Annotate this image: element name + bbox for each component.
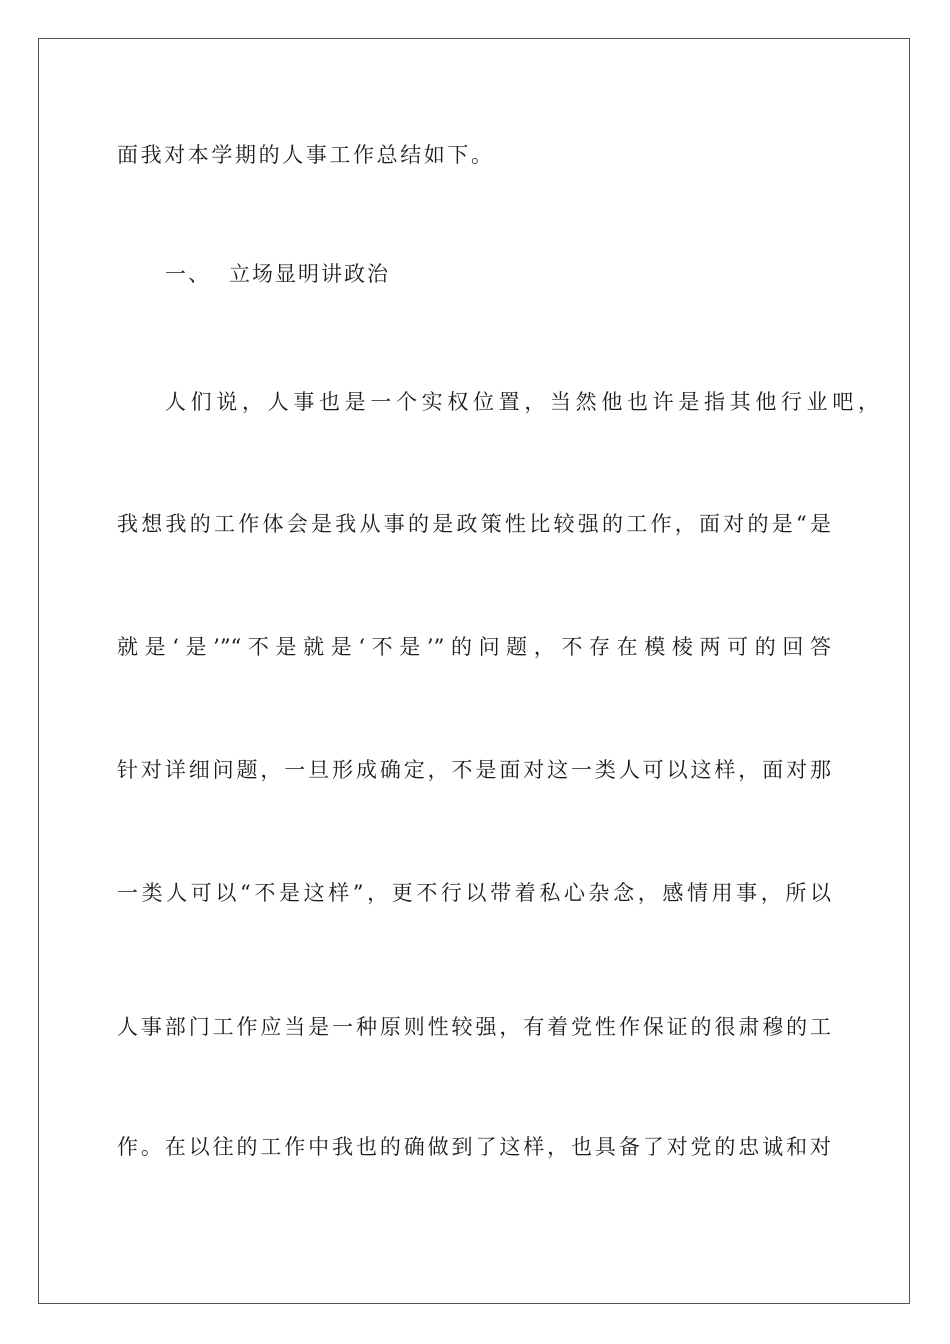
- page-border: [38, 38, 910, 1304]
- section-number: 一、: [165, 262, 211, 286]
- text-line-6: 一类人可以“不是这样”，更不行以带着私心杂念，感情用事，所以: [117, 881, 831, 905]
- text-line-4: 就是‘是’”“不是就是‘不是’”的问题，不存在模棱两可的回答: [117, 635, 831, 659]
- text-line-7: 人事部门工作应当是一种原则性较强，有着党性作保证的很肃穆的工: [117, 1015, 831, 1039]
- text-line-1: 面我对本学期的人事工作总结如下。: [117, 143, 495, 167]
- text-line-5: 针对详细问题，一旦形成确定，不是面对这一类人可以这样，面对那: [117, 758, 831, 782]
- text-line-2: 人们说，人事也是一个实权位置，当然他也许是指其他行业吧，: [165, 390, 879, 414]
- text-line-8: 作。在以往的工作中我也的确做到了这样，也具备了对党的忠诚和对: [117, 1135, 831, 1159]
- section-heading: [165, 259, 885, 289]
- section-title: 立场显明讲政治: [229, 262, 390, 286]
- text-line-3: 我想我的工作体会是我从事的是政策性比较强的工作，面对的是“是: [117, 512, 831, 536]
